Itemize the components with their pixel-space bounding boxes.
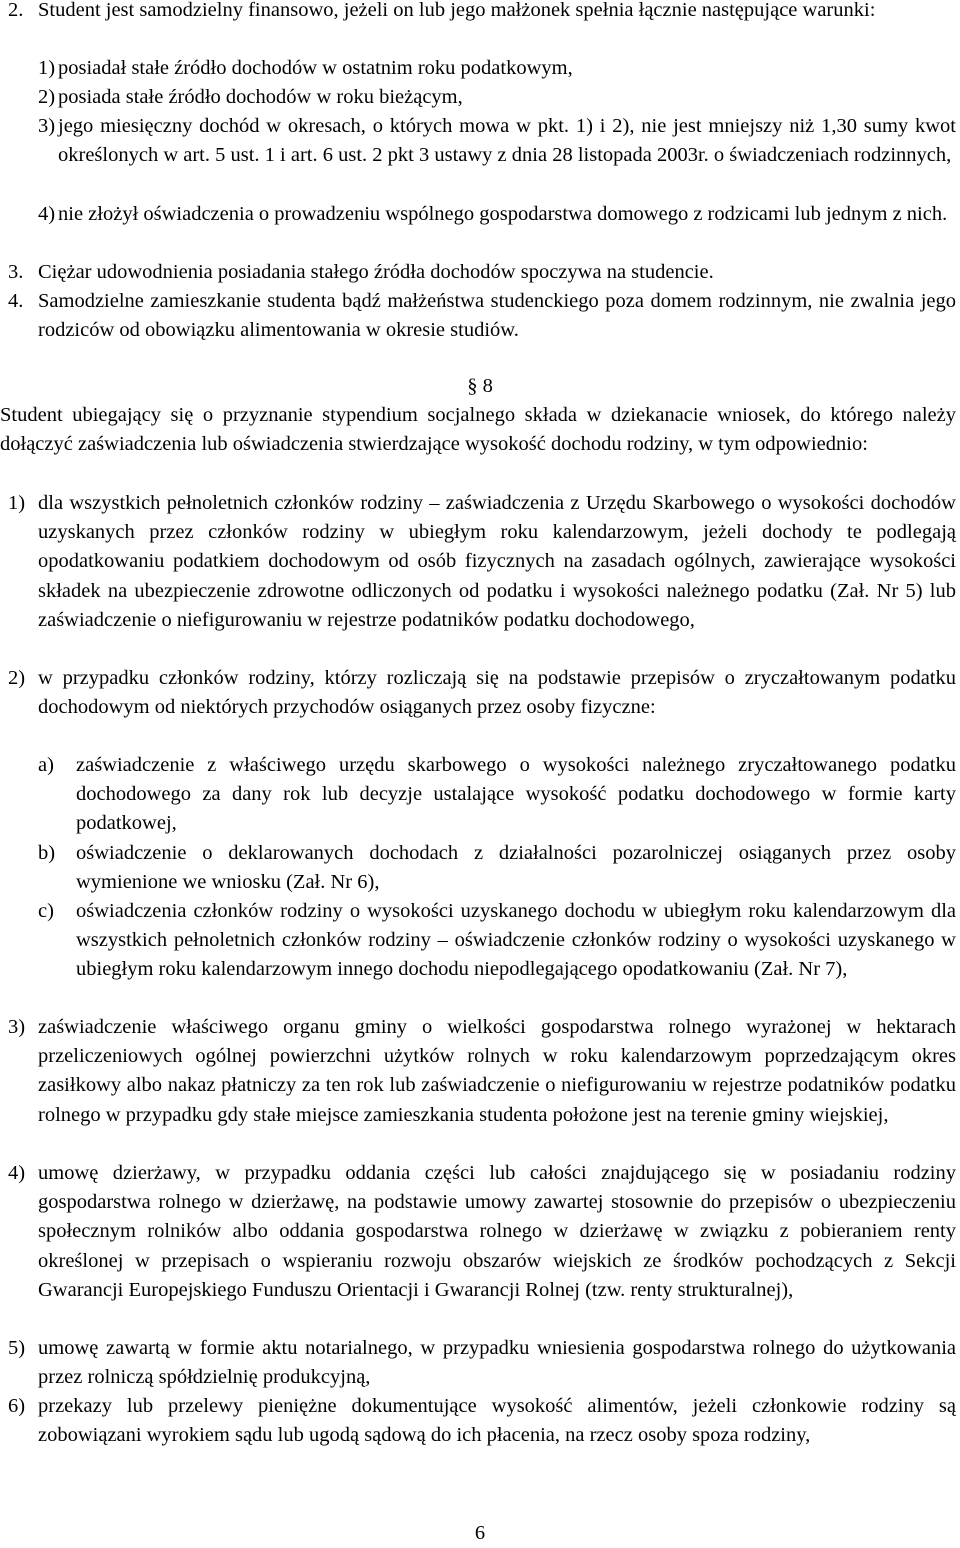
condition-text: posiadał stałe źródło dochodów w ostatnim roku podatkowym, <box>58 57 573 79</box>
item-text: umowę dzierżawy, w przypadku oddania części lub całości znajdującego się w posiadaniu rodziny gospodarstwa rolnego w dzierżawę, na podstawie umowy zawartej stosownie do przepisów o ubezpieczeniu społecznym rolników albo oddania gospodarstwa rolnego w dzierżawę w związku z pobieraniem renty określonej w przepisach o wspieraniu rozwoju obszarów wiejskich ze środków pochodzących z Sekcji Gwarancji Europejskiego Funduszu Orientacji i Gwarancji Rolnej (tzw. renty strukturalnej), <box>38 1162 956 1301</box>
condition-number: 3) <box>38 115 56 137</box>
subitem-letter: b) <box>38 842 56 864</box>
condition-item <box>38 54 956 83</box>
item-number: 2. <box>8 0 24 21</box>
list-item <box>8 664 956 722</box>
condition-number: 4) <box>38 203 56 225</box>
subitem-letter: c) <box>38 900 54 922</box>
item-number: 5) <box>8 1337 26 1359</box>
list-item <box>8 1392 956 1450</box>
item-text: Samodzielne zamieszkanie studenta bądź małżeństwa studenckiego poza domem rodzinnym, nie zwalnia jego rodziców od obowiązku alimentowania w okresie studiów. <box>38 290 956 342</box>
item-text: przekazy lub przelewy pieniężne dokumentujące wysokość alimentów, jeżeli członkowie rodziny są zobowiązani wyrokiem sądu lub ugodą sądową do ich płacenia, na rzecz osoby spoza rodziny, <box>38 1395 956 1447</box>
subitem <box>38 897 956 985</box>
section-heading: § 8 <box>467 375 493 397</box>
list-item <box>8 489 956 635</box>
condition-text: jego miesięczny dochód w okresach, o których mowa w pkt. 1) i 2), nie jest mniejszy niż 1,30 sumy kwot określonych w art. 5 ust. 1 i art. 6 ust. 2 pkt 3 ustawy z dnia 28 listopada 2003r. o świadczeniach rodzinnych, <box>58 115 956 167</box>
subitem-text: oświadczenia członków rodziny o wysokości uzyskanego dochodu w ubiegłym roku kalendarzowym dla wszystkich pełnoletnich członków rodziny – oświadczenie członków rodziny o wysokości uzyskanego w ubiegłym roku kalendarzowym innego dochodu niepodlegającego opodatkowaniu (Zał. Nr 7), <box>76 900 956 981</box>
item-number: 6) <box>8 1395 26 1417</box>
item-text: Ciężar udowodnienia posiadania stałego źródła dochodów spoczywa na studencie. <box>38 261 714 283</box>
item-text: Student jest samodzielny finansowo, jeżeli on lub jego małżonek spełnia łącznie następujące warunki: <box>38 0 876 21</box>
item-number: 4. <box>8 290 24 312</box>
condition-text: nie złożył oświadczenia o prowadzeniu wspólnego gospodarstwa domowego z rodzicami lub jednym z nich. <box>58 203 948 225</box>
condition-number: 1) <box>38 57 56 79</box>
list-item <box>8 1159 956 1305</box>
item-text: zaświadczenie właściwego organu gminy o wielkości gospodarstwa rolnego wyrażonej w hektarach przeliczeniowych ogólnej powierzchni użytków rolnych w roku kalendarzowym poprzedzającym okres zasiłkowy albo nakaz płatniczy za ten rok lub zaświadczenie o niefigurowaniu w rejestrze podatników podatku rolnego w przypadku gdy stałe miejsce zamieszkania studenta położone jest na terenie gminy wiejskiej, <box>38 1016 956 1126</box>
subitem-text: zaświadczenie z właściwego urzędu skarbowego o wysokości należnego zryczałtowanego podatku dochodowego za dany rok lub decyzje ustalające wysokość podatku dochodowego w formie karty podatkowej, <box>76 754 956 835</box>
list-item <box>8 287 956 345</box>
item-text: umowę zawartą w formie aktu notarialnego, w przypadku wniesienia gospodarstwa rolnego do użytkowania przez rolniczą spółdzielnię produkcyjną, <box>38 1337 956 1389</box>
page-number: 6 <box>474 1522 486 1544</box>
item-number: 3. <box>8 261 24 283</box>
subitem <box>38 751 956 839</box>
subitem-letter: a) <box>38 754 54 776</box>
item-number: 4) <box>8 1162 26 1184</box>
condition-item <box>38 83 956 112</box>
list-item <box>8 1334 956 1392</box>
subitem-text: oświadczenie o deklarowanych dochodach z działalności pozarolniczej osiąganych przez osoby wymienione we wniosku (Zał. Nr 6), <box>76 842 956 894</box>
list-item <box>8 1013 956 1130</box>
section-intro: Student ubiegający się o przyznanie stypendium socjalnego składa w dziekanacie wniosek, do którego należy dołączyć zaświadczenia lub oświadczenia stwierdzające wysokość dochodu rodziny, w tym odpowiednio: <box>0 404 956 456</box>
list-item <box>8 258 956 287</box>
item-number: 1) <box>8 492 26 514</box>
item-text: w przypadku członków rodziny, którzy rozliczają się na podstawie przepisów o zryczałtowanym podatku dochodowym od niektórych przychodów osiąganych przez osoby fizyczne: <box>38 667 956 719</box>
condition-number: 2) <box>38 86 56 108</box>
condition-item <box>38 112 956 170</box>
subitem <box>38 839 956 897</box>
condition-text: posiada stałe źródło dochodów w roku bieżącym, <box>58 86 463 108</box>
condition-item <box>38 200 956 229</box>
item-number: 2) <box>8 667 26 689</box>
item-number: 3) <box>8 1016 26 1038</box>
list-item <box>8 0 956 25</box>
item-text: dla wszystkich pełnoletnich członków rodziny – zaświadczenia z Urzędu Skarbowego o wysokości dochodów uzyskanych przez członków rodziny w ubiegłym roku kalendarzowym, jeżeli dochody te podlegają opodatkowaniu podatkiem dochodowym od osób fizycznych na zasadach ogólnych, zawierające wysokości składek na ubezpieczenie zdrowotne odliczonych od podatku i wysokości należnego podatku (Zał. Nr 5) lub zaświadczenie o niefigurowaniu w rejestrze podatników podatku dochodowego, <box>38 492 956 631</box>
